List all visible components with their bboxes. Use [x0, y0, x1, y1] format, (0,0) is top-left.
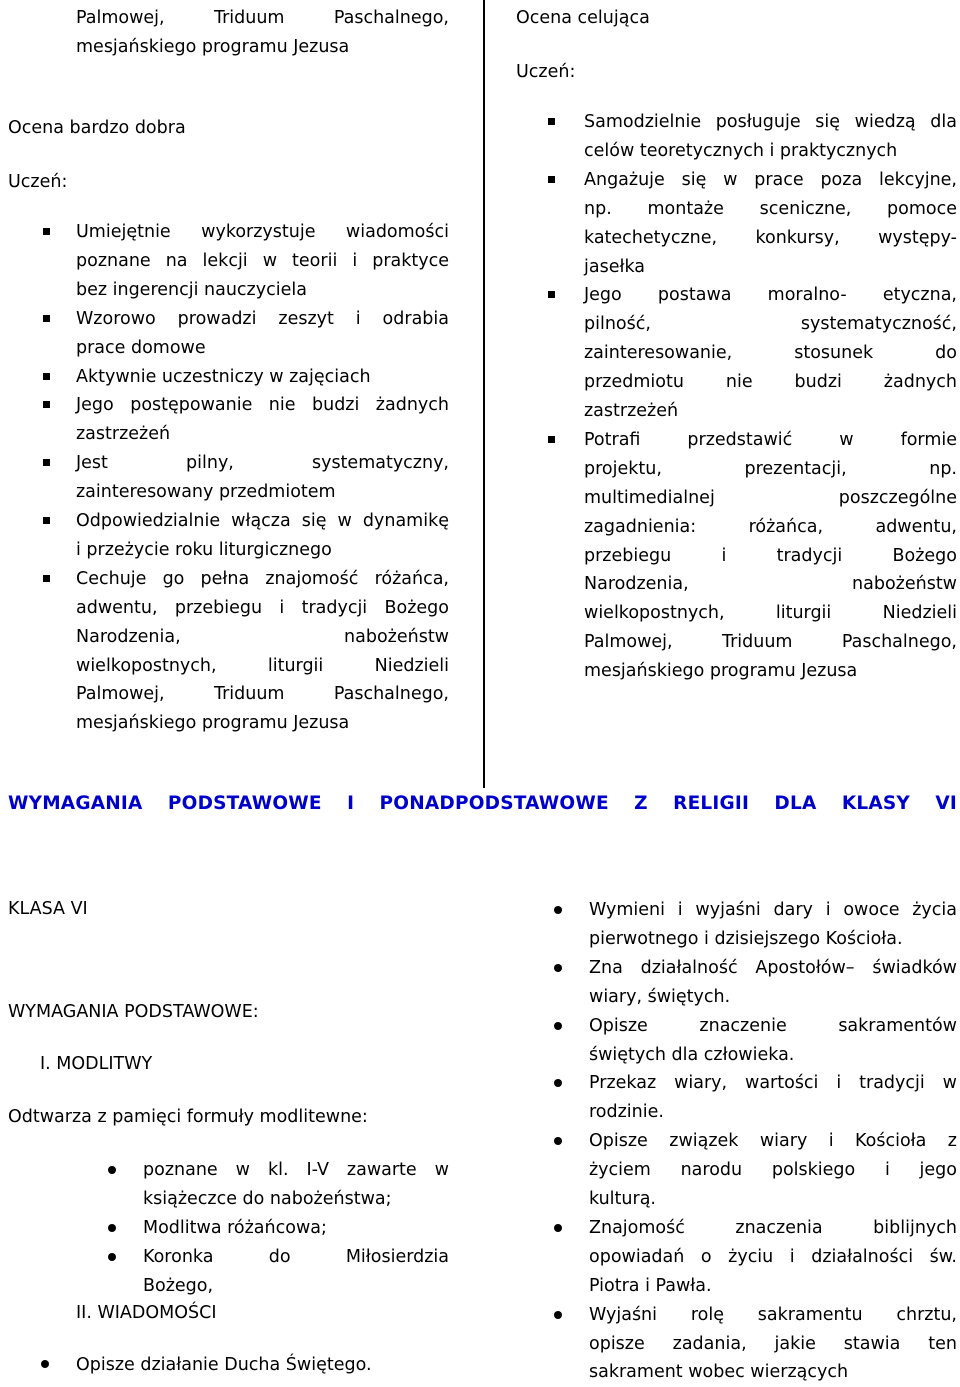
text-line: Angażuje się w prace poza lekcyjne, — [584, 169, 957, 190]
text-line: jasełka — [584, 256, 645, 277]
text-line: bez ingerencji nauczyciela — [76, 279, 307, 300]
text-line: Opisze związek wiary i Kościoła z — [589, 1131, 957, 1152]
text-line: Jego postępowanie nie budzi żadnych — [76, 395, 449, 416]
list-item — [584, 281, 957, 426]
class-label: KLASA VI — [8, 899, 88, 919]
text-line: Jest pilny, systematyczny, — [76, 453, 449, 474]
text-line: Palmowej, Triduum Paschalnego, — [76, 8, 449, 28]
section-knowledge: II. WIADOMOŚCI — [76, 1303, 217, 1323]
bullet-icon — [108, 1166, 116, 1174]
prayers-intro: Odtwarza z pamięci formuły modlitewne: — [8, 1107, 368, 1127]
text-line: celów teoretycznych i praktycznych — [584, 140, 898, 161]
list-item: Opisze działanie Ducha Świętego. — [76, 1355, 372, 1375]
text-line: opowiadań o życiu i działalności św. — [589, 1246, 957, 1267]
text-line: mesjańskiego programu Jezusa — [76, 36, 350, 57]
main-heading: WYMAGANIA PODSTAWOWE I PONADPODSTAWOWE Z RELIGII DLA KLASY VI — [8, 793, 957, 814]
text-line: katechetyczne, konkursy, występy- — [584, 227, 957, 248]
text-line: życiem narodu polskiego i jego — [589, 1160, 957, 1181]
list-item — [584, 426, 957, 686]
student-label: Uczeń: — [516, 62, 576, 82]
grade-heading-excellent: Ocena celująca — [516, 8, 650, 28]
text-line: Modlitwa różańcowa; — [143, 1217, 327, 1238]
text-line: Palmowej, Triduum Paschalnego, — [584, 632, 957, 653]
text-line: Opisze znaczenie sakramentów — [589, 1015, 957, 1036]
text-line: Piotra i Pawła. — [589, 1275, 712, 1296]
bullet-icon — [108, 1253, 116, 1261]
list-item — [589, 1301, 957, 1387]
list-item — [584, 166, 957, 282]
requirements-label: WYMAGANIA PODSTAWOWE: — [8, 1002, 259, 1022]
square-bullet-icon — [43, 228, 50, 235]
list-item — [589, 1127, 957, 1214]
text-line: Bożego, — [143, 1275, 214, 1296]
text-line: poznane na lekcji w teorii i praktyce — [76, 250, 449, 271]
square-bullet-icon — [43, 459, 50, 466]
text-line: poznane w kl. I-V zawarte w — [143, 1160, 449, 1180]
square-bullet-icon — [548, 176, 555, 183]
list-item — [589, 1069, 957, 1127]
text-line: Wyjaśni rolę sakramentu chrztu, — [589, 1304, 957, 1325]
text-line: opisze zadania, jakie stawia ten — [589, 1333, 957, 1354]
text-line: multimedialnej poszczególne — [584, 487, 957, 508]
text-line: Potrafi przedstawić w formie — [584, 429, 957, 450]
text-line: zastrzeżeń — [76, 424, 171, 445]
bullet-icon — [554, 1137, 562, 1145]
left-continuation — [76, 4, 449, 62]
list-item — [76, 507, 449, 565]
text-line: sakrament wobec wierzących — [589, 1362, 849, 1383]
text-line: Przekaz wiary, wartości i tradycji w — [589, 1073, 957, 1094]
list-item — [143, 1243, 449, 1301]
list-item — [589, 1012, 957, 1070]
text-line: i przeżycie roku liturgicznego — [76, 539, 332, 560]
square-bullet-icon — [43, 315, 50, 322]
text-line: Palmowej, Triduum Paschalnego, — [76, 684, 449, 705]
bullet-icon — [554, 964, 562, 972]
list-item — [143, 1156, 449, 1214]
square-bullet-icon — [43, 373, 50, 380]
list-item — [589, 1214, 957, 1301]
text-line: np. montaże sceniczne, pomoce — [584, 198, 957, 219]
text-line: zainteresowany przedmiotem — [76, 482, 336, 503]
text-line: zagadnienia: różańca, adwentu, — [584, 516, 957, 537]
text-line: Znajomość znaczenia biblijnych — [589, 1217, 957, 1238]
text-line: Wzorowo prowadzi zeszyt i odrabia — [76, 308, 449, 329]
bullet-icon — [108, 1224, 116, 1232]
bullet-icon — [554, 906, 562, 914]
text-line: zainteresowanie, stosunek do — [584, 343, 957, 364]
square-bullet-icon — [548, 291, 555, 298]
text-line: mesjańskiego programu Jezusa — [76, 713, 350, 734]
text-line: Zna działalność Apostołów– świadków — [589, 957, 957, 978]
text-line: rodzinie. — [589, 1102, 664, 1123]
text-line: wiary, świętych. — [589, 986, 731, 1007]
text-line: pilność, systematyczność, — [584, 314, 957, 335]
text-line: adwentu, przebiegu i tradycji Bożego — [76, 597, 449, 618]
text-line: zastrzeżeń — [584, 401, 679, 422]
text-line: przebiegu i tradycji Bożego — [584, 545, 957, 566]
text-line: Samodzielnie posługuje się wiedzą dla — [584, 112, 957, 132]
text-line: Wymieni i wyjaśni dary i owoce życia — [589, 900, 957, 920]
text-line: świętych dla człowieka. — [589, 1044, 795, 1065]
text-line: przedmiotu nie budzi żadnych — [584, 372, 957, 393]
text-line: Narodzenia, nabożeństw — [76, 626, 449, 647]
list-item — [76, 218, 449, 305]
list-item — [76, 449, 449, 507]
text-line: Odpowiedzialnie włącza się w dynamikę — [76, 511, 449, 531]
text-line: Narodzenia, nabożeństw — [584, 574, 957, 595]
bullet-icon — [554, 1079, 562, 1087]
text-line: prace domowe — [76, 337, 206, 358]
text-line: Koronka do Miłosierdzia — [143, 1246, 449, 1267]
text-line: mesjańskiego programu Jezusa — [584, 661, 858, 682]
text-line: Umiejętnie wykorzystuje wiadomości — [76, 222, 449, 242]
text-line: książeczce do nabożeństwa; — [143, 1188, 392, 1209]
student-label: Uczeń: — [8, 172, 68, 192]
list-item — [589, 954, 957, 1012]
text-line: pierwotnego i dzisiejszego Kościoła. — [589, 928, 903, 949]
square-bullet-icon — [548, 436, 555, 443]
text-line: projektu, prezentacji, np. — [584, 458, 957, 479]
text-line: wielkopostnych, liturgii Niedzieli — [76, 655, 449, 676]
section-prayers: I. MODLITWY — [40, 1054, 153, 1074]
list-item — [584, 108, 957, 166]
list-item — [589, 896, 957, 954]
square-bullet-icon — [43, 575, 50, 582]
bullet-icon — [554, 1022, 562, 1030]
text-line: kulturą. — [589, 1189, 656, 1209]
text-line: wielkopostnych, liturgii Niedzieli — [584, 603, 957, 624]
list-item — [76, 565, 449, 738]
list-item — [143, 1214, 449, 1243]
list-item — [76, 363, 449, 392]
bullet-icon — [554, 1224, 562, 1232]
square-bullet-icon — [548, 118, 555, 125]
text-line: Jego postawa moralno- etyczna, — [584, 285, 957, 306]
text-line: Cechuje go pełna znajomość różańca, — [76, 568, 449, 589]
bullet-icon — [41, 1360, 49, 1368]
list-item — [76, 391, 449, 449]
list-item — [76, 305, 449, 363]
text-line: Aktywnie uczestniczy w zajęciach — [76, 366, 371, 387]
column-divider — [483, 0, 485, 788]
square-bullet-icon — [43, 517, 50, 524]
grade-heading-very-good: Ocena bardzo dobra — [8, 118, 186, 138]
bullet-icon — [554, 1311, 562, 1319]
square-bullet-icon — [43, 401, 50, 408]
